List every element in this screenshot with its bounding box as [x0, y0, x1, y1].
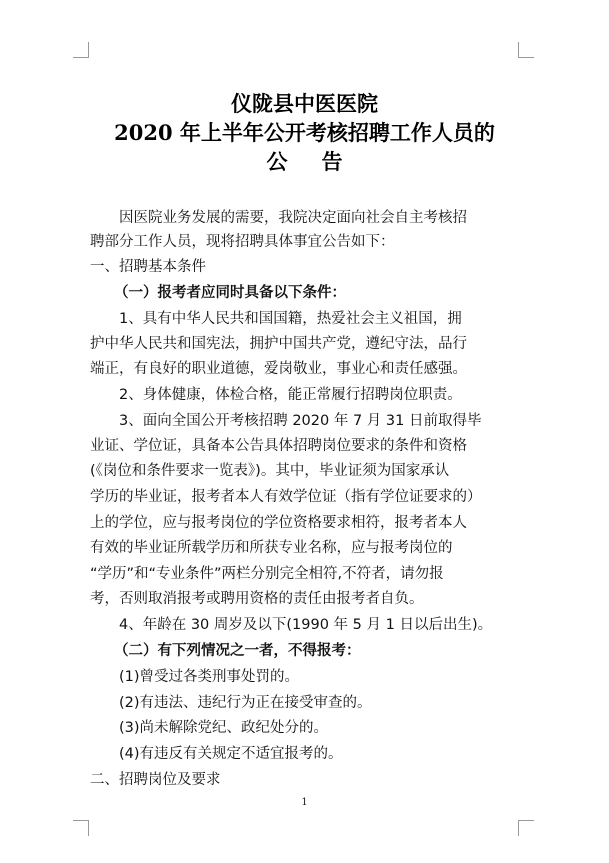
condition-3-line-4: 学历的毕业证，报考者本人有效学位证（指有学位证要求的）: [90, 489, 482, 505]
exclusion-1: (1)曾受过各类刑事处罚的。: [119, 669, 300, 685]
document-title-recruitment: 2020 年上半年公开考核招聘工作人员的: [114, 120, 495, 145]
condition-3-line-6: 有效的毕业证所载学历和所获专业名称，应与报考岗位的: [90, 540, 453, 556]
condition-1-line-3: 端正，有良好的职业道德，爱岗敬业，事业心和责任感强。: [90, 361, 467, 377]
page-number: 1: [301, 797, 308, 808]
condition-2: 2、身体健康，体检合格，能正常履行招聘岗位职责。: [119, 387, 462, 403]
intro-line-2: 聘部分工作人员，现将招聘具体事宜公告如下：: [90, 234, 395, 250]
condition-3-line-2: 业证、学位证，具备本公告具体招聘岗位要求的条件和资格: [90, 438, 467, 454]
exclusion-2: (2)有违法、违纪行为正在接受审查的。: [119, 695, 372, 711]
section-heading-1: 一、招聘基本条件: [90, 259, 206, 275]
condition-1-line-2: 护中华人民共和国宪法，拥护中国共产党，遵纪守法，品行: [90, 336, 467, 352]
condition-3-line-7: “学历”和“专业条件”两栏分别完全相符,不符者，请勿报: [90, 566, 444, 582]
subsection-heading-2: （二）有下列情况之一者，不得报考：: [114, 643, 361, 659]
exclusion-3: (3)尚未解除党纪、政纪处分的。: [119, 720, 329, 736]
condition-3-line-1: 3、面向全国公开考核招聘 2020 年 7 月 31 日前取得毕: [119, 413, 482, 429]
condition-1-line-1: 1、具有中华人民共和国国籍，热爱社会主义祖国，拥: [119, 311, 462, 327]
section-heading-2: 二、招聘岗位及要求: [90, 772, 221, 788]
crop-mark-bottom-left: [73, 820, 89, 836]
document-title-announcement: 公告: [266, 149, 377, 174]
condition-3-line-8: 考，否则取消报考或聘用资格的责任由报考者自负。: [90, 591, 424, 607]
exclusion-4: (4)有违反有关规定不适宜报考的。: [119, 746, 343, 762]
subsection-heading-1: （一）报考者应同时具备以下条件：: [114, 285, 346, 301]
intro-line-1: 因医院业务发展的需要，我院决定面向社会自主考核招: [119, 210, 467, 226]
crop-mark-top-left: [73, 42, 89, 58]
condition-3-line-3: (《岗位和条件要求一览表》)。其中，毕业证须为国家承认: [90, 463, 450, 479]
document-title-hospital: 仪陇县中医医院: [231, 91, 378, 116]
condition-4: 4、年龄在 30 周岁及以下(1990 年 5 月 1 日以后出生)。: [119, 617, 493, 633]
condition-3-line-5: 上的学位，应与报考岗位的学位资格要求相符，报考者本人: [90, 515, 467, 531]
crop-mark-top-right: [518, 42, 534, 58]
crop-mark-bottom-right: [518, 820, 534, 836]
